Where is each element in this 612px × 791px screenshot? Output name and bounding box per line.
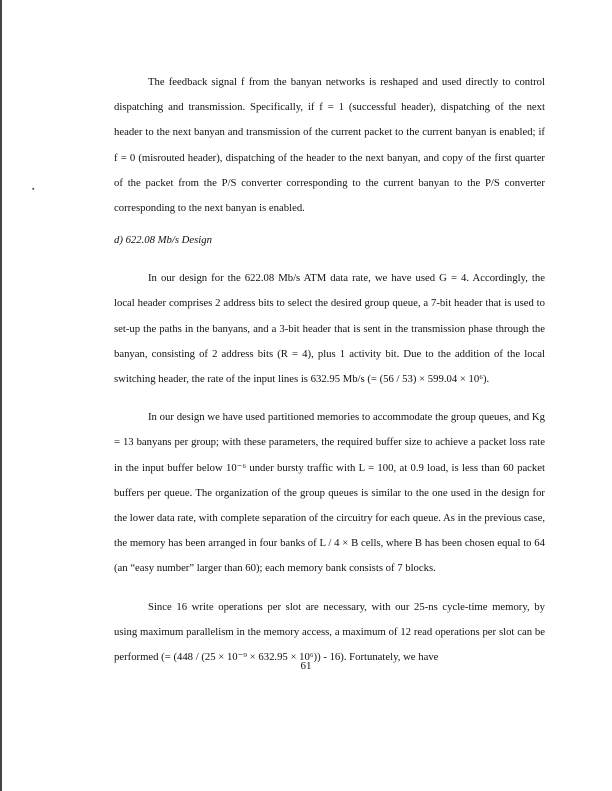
paragraph-feedback: The feedback signal f from the banyan networks is reshaped and used directly to control dispatching and transmission. Specifically, if f = 1 (successful header), dispatching of the next header to the next banyan and transmission of the current packet to the current banyan is enabled; if f = 0 (misrouted header), dispatching of the header to the next banyan, and copy of the first quarter of the packet from the P/S converter corresponding to the current banyan to the P/S converter corresponding to the next banyan is enabled. [114, 76, 545, 215]
page-edge-line [0, 0, 2, 791]
paragraph-operations: Since 16 write operations per slot are necessary, with our 25-ns cycle-time memory, by using maximum parallelism in the memory access, a maximum of 12 read operations per slot can be performed (= (448 / (25 × 10⁻⁹ × 632.95 × 10⁶)) - 16). Fortunately, we have [114, 600, 545, 664]
scan-speck: ▪ [32, 185, 35, 193]
paragraph-memories: In our design we have used partitioned memories to accommodate the group queues, and Kg = 13 banyans per group; with these parameters, the required buffer size to achieve a packet loss rate in the input buffer below 10⁻⁶ under bursty traffic with L = 100, at 0.9 load, is less than 60 packet buffers per queue. The organization of the group queues is similar to the one used in the design for the lower data rate, with complete separation of the circuitry for each queue. As in the previous case, the memory has been arranged in four banks of L / 4 × B cells, where B has been chosen equal to 64 (an “easy number” larger than 60); each memory bank consists of 7 blocks. [114, 411, 545, 575]
paragraph-design: In our design for the 622.08 Mb/s ATM data rate, we have used G = 4. Accordingly, the local header comprises 2 address bits to select the desired group queue, a 7-bit header that is used to set-up the paths in the banyans, and a 3-bit header that is sent in the transmission phase through the banyan, consisting of 2 address bits (R = 4), plus 1 activity bit. Due to the addition of the local switching header, the rate of the input lines is 632.95 Mb/s (= (56 / 53) × 599.04 × 10⁶). [114, 272, 545, 386]
section-heading: d) 622.08 Mb/s Design [114, 234, 212, 247]
page-number: 61 [300, 660, 312, 672]
page-body [114, 70, 545, 670]
